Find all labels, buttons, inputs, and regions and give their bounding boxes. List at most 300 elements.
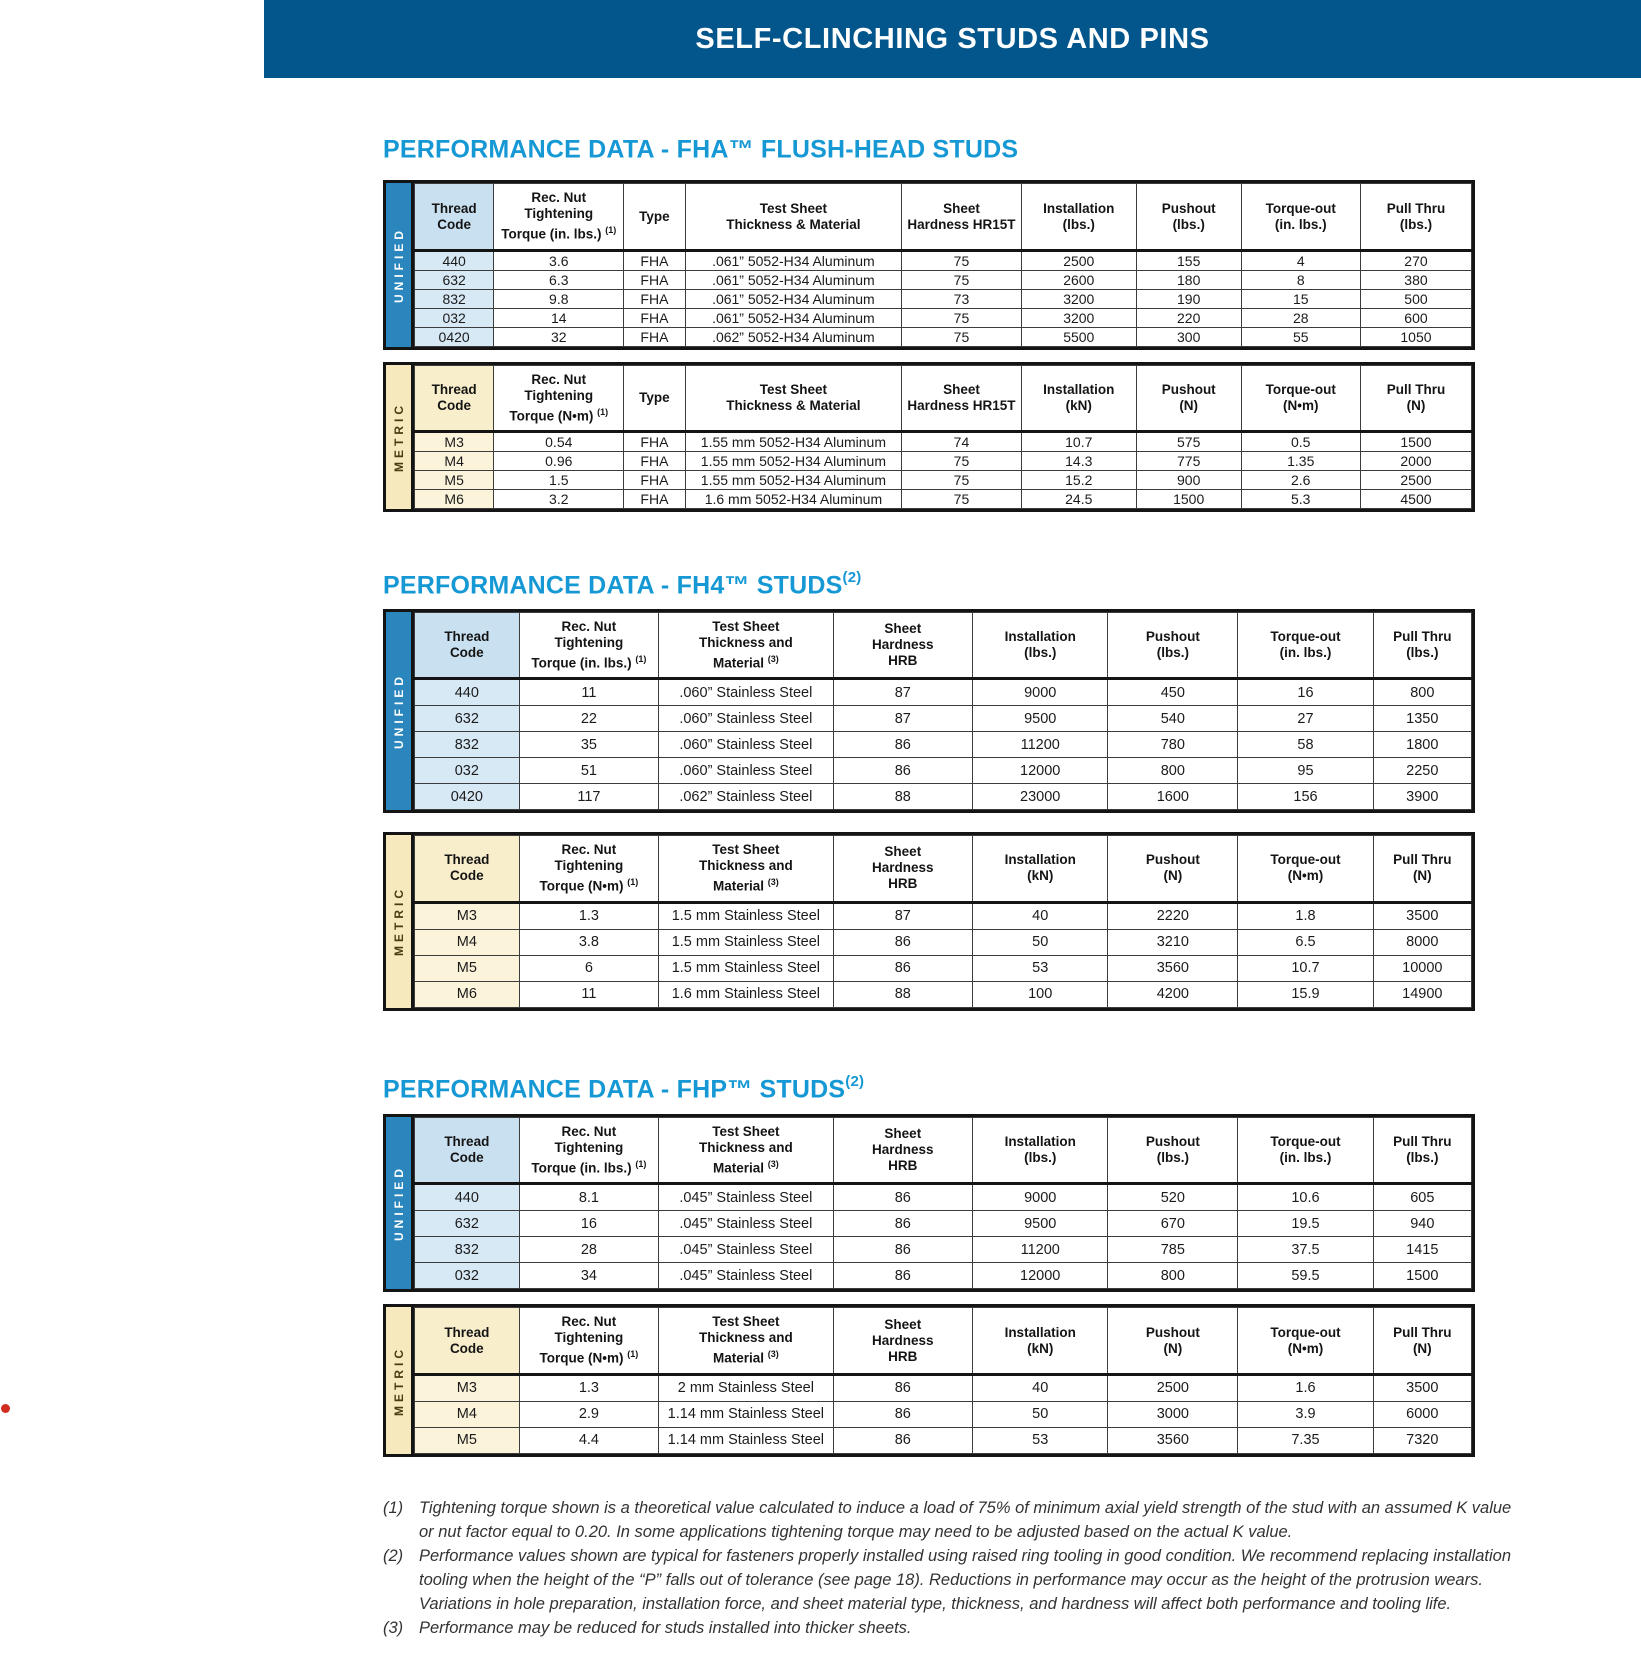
table-cell: .061” 5052-H34 Aluminum: [685, 308, 902, 327]
table-cell: .045” Stainless Steel: [659, 1263, 833, 1289]
data-table: [414, 612, 1472, 811]
table-cell: 1800: [1373, 732, 1471, 758]
group-label-text: UNIFIED: [391, 1165, 406, 1242]
table-cell: 1500: [1373, 1263, 1471, 1289]
table-cell: 87: [833, 706, 973, 732]
page-content: [383, 0, 1512, 1640]
table-cell: 940: [1373, 1211, 1471, 1237]
header-cell: Sheet Hardness HRB: [833, 612, 973, 679]
table-cell: 450: [1108, 679, 1238, 706]
table-cell: M5: [415, 471, 494, 490]
table-cell: 0420: [415, 784, 520, 810]
table-cell: 86: [833, 1374, 973, 1401]
table-cell: 900: [1136, 471, 1241, 490]
table-cell: 34: [519, 1263, 659, 1289]
table-cell: 1500: [1360, 432, 1471, 452]
table-cell: 1.3: [519, 902, 659, 929]
table-cell: 51: [519, 758, 659, 784]
table-cell: M3: [415, 432, 494, 452]
section-title-fha: PERFORMANCE DATA - FHA™ FLUSH-HEAD STUDS: [383, 135, 1019, 164]
table-cell: M5: [415, 955, 520, 981]
table-cell: 540: [1108, 706, 1238, 732]
table-cell: 1350: [1373, 706, 1471, 732]
table-cell: 600: [1360, 308, 1471, 327]
header-cell: Rec. Nut Tightening Torque (N•m) $^{(1)}$: [494, 365, 624, 432]
table-cell: 16: [1238, 679, 1373, 706]
table-cell: FHA: [624, 289, 685, 308]
group-label-text: METRIC: [391, 402, 406, 473]
table-cell: 1.5: [494, 471, 624, 490]
table-cell: 86: [833, 1427, 973, 1453]
table-cell: 117: [519, 784, 659, 810]
footnote-text: Performance values shown are typical for fasteners properly installed using raised ring tooling in good condition. We recommend replacing installation tooling when the height of the “P” falls out of tolerance (see page 18). Reductions in performance may occur as the height of the protrusion wears. Variations in hole preparation, installation force, and sheet material type, thickness, and hardness will affect both performance and tooling life.: [419, 1546, 1512, 1613]
table-cell: 86: [833, 929, 973, 955]
section-title-fhp: PERFORMANCE DATA - FHP™ STUDS$^{(2)}$: [383, 1072, 865, 1103]
table-cell: 86: [833, 1263, 973, 1289]
table-cell: 15: [1241, 289, 1360, 308]
data-table: [414, 365, 1472, 510]
footnote: [383, 1616, 1515, 1640]
header-cell: Torque-out (N•m): [1238, 836, 1373, 903]
table-row: [415, 250, 1472, 270]
footnote-text: Performance may be reduced for studs installed into thicker sheets.: [419, 1618, 912, 1637]
table-cell: 75: [902, 308, 1021, 327]
table-cell: .062” Stainless Steel: [659, 784, 833, 810]
table-cell: 86: [833, 955, 973, 981]
table-cell: 3200: [1021, 289, 1136, 308]
table-cell: 2500: [1108, 1374, 1238, 1401]
header-cell: Installation (kN): [1021, 365, 1136, 432]
table-cell: 32: [494, 327, 624, 346]
table-cell: 1.8: [1238, 902, 1373, 929]
table-cell: 6000: [1373, 1401, 1471, 1427]
table-cell: 9500: [973, 706, 1108, 732]
table-cell: 380: [1360, 270, 1471, 289]
table-cell: 1.55 mm 5052-H34 Aluminum: [685, 452, 902, 471]
table-cell: 575: [1136, 432, 1241, 452]
table-cell: 10.7: [1238, 955, 1373, 981]
header-cell: Torque-out (N•m): [1241, 365, 1360, 432]
table-cell: 032: [415, 308, 494, 327]
table-cell: 50: [973, 929, 1108, 955]
table-cell: 2 mm Stainless Steel: [659, 1374, 833, 1401]
table-row: [415, 270, 1472, 289]
data-table: [414, 1117, 1472, 1290]
header-row: [415, 1308, 1472, 1375]
table-cell: 3.8: [519, 929, 659, 955]
table-cell: 28: [1241, 308, 1360, 327]
table-cell: 5500: [1021, 327, 1136, 346]
table-cell: FHA: [624, 327, 685, 346]
table-cell: 632: [415, 706, 520, 732]
table-cell: 0.5: [1241, 432, 1360, 452]
table-cell: 10000: [1373, 955, 1471, 981]
header-cell: Pull Thru (lbs.): [1373, 1117, 1471, 1184]
table-cell: 14: [494, 308, 624, 327]
table-row: [415, 955, 1472, 981]
group-label-text: UNIFIED: [391, 672, 406, 749]
table-cell: 605: [1373, 1184, 1471, 1211]
table-row: [415, 929, 1472, 955]
header-cell: Pushout (N): [1108, 1308, 1238, 1375]
table-cell: 74: [902, 432, 1021, 452]
header-cell: Test Sheet Thickness & Material: [685, 365, 902, 432]
table-cell: 10.7: [1021, 432, 1136, 452]
footnote: [383, 1544, 1515, 1616]
data-table: [414, 835, 1472, 1008]
table-cell: 832: [415, 732, 520, 758]
header-cell: Rec. Nut Tightening Torque (in. lbs.) $^{(1)}$: [494, 184, 624, 251]
header-cell: Test Sheet Thickness and Material $^{(3)}$: [659, 1308, 833, 1375]
table-cell: 032: [415, 1263, 520, 1289]
table-row: [415, 1427, 1472, 1453]
table-cell: 3500: [1373, 1374, 1471, 1401]
table-cell: 88: [833, 784, 973, 810]
table-cell: .045” Stainless Steel: [659, 1237, 833, 1263]
header-cell: Torque-out (in. lbs.): [1238, 1117, 1373, 1184]
table-cell: 2.9: [519, 1401, 659, 1427]
table-cell: M4: [415, 929, 520, 955]
header-cell: Sheet Hardness HRB: [833, 836, 973, 903]
table-cell: 3.6: [494, 250, 624, 270]
table-cell: 8.1: [519, 1184, 659, 1211]
table-cell: 86: [833, 1237, 973, 1263]
header-cell: Torque-out (N•m): [1238, 1308, 1373, 1375]
header-cell: Installation (lbs.): [1021, 184, 1136, 251]
table-cell: 670: [1108, 1211, 1238, 1237]
table-cell: 1.35: [1241, 452, 1360, 471]
table-cell: 9000: [973, 679, 1108, 706]
table-cell: 55: [1241, 327, 1360, 346]
header-cell: Pushout (lbs.): [1108, 1117, 1238, 1184]
header-cell: Pushout (lbs.): [1136, 184, 1241, 251]
table-cell: 0.54: [494, 432, 624, 452]
table-cell: M4: [415, 452, 494, 471]
performance-table-fhp-metric: [383, 1304, 1475, 1457]
table-cell: FHA: [624, 432, 685, 452]
table-cell: 3560: [1108, 955, 1238, 981]
table-cell: M4: [415, 1401, 520, 1427]
table-cell: 59.5: [1238, 1263, 1373, 1289]
table-cell: 6.5: [1238, 929, 1373, 955]
table-cell: 12000: [973, 1263, 1108, 1289]
table-cell: 86: [833, 1184, 973, 1211]
table-cell: 8000: [1373, 929, 1471, 955]
table-cell: 27: [1238, 706, 1373, 732]
table-cell: 11: [519, 981, 659, 1007]
table-cell: 9000: [973, 1184, 1108, 1211]
table-cell: M5: [415, 1427, 520, 1453]
table-cell: 11200: [973, 732, 1108, 758]
table-cell: 86: [833, 732, 973, 758]
header-cell: Rec. Nut Tightening Torque (in. lbs.) $^{(1)}$: [519, 1117, 659, 1184]
table-cell: 53: [973, 1427, 1108, 1453]
table-cell: 37.5: [1238, 1237, 1373, 1263]
table-cell: 2220: [1108, 902, 1238, 929]
header-cell: Rec. Nut Tightening Torque (in. lbs.) $^{(1)}$: [519, 612, 659, 679]
table-cell: 11: [519, 679, 659, 706]
table-cell: 1600: [1108, 784, 1238, 810]
table-cell: M6: [415, 981, 520, 1007]
table-row: [415, 981, 1472, 1007]
header-cell: Thread Code: [415, 612, 520, 679]
table-cell: 40: [973, 902, 1108, 929]
table-cell: 58: [1238, 732, 1373, 758]
header-cell: Rec. Nut Tightening Torque (N•m) $^{(1)}$: [519, 836, 659, 903]
header-cell: Thread Code: [415, 184, 494, 251]
table-cell: 0.96: [494, 452, 624, 471]
performance-table-fh4-metric: [383, 832, 1475, 1011]
table-cell: 87: [833, 902, 973, 929]
table-cell: 87: [833, 679, 973, 706]
table-cell: 800: [1108, 1263, 1238, 1289]
table-cell: 6: [519, 955, 659, 981]
table-cell: 3200: [1021, 308, 1136, 327]
table-cell: 1.14 mm Stainless Steel: [659, 1427, 833, 1453]
table-cell: 15.9: [1238, 981, 1373, 1007]
performance-table-fhp-unified: [383, 1114, 1475, 1293]
header-cell: Installation (kN): [973, 836, 1108, 903]
header-cell: Test Sheet Thickness and Material $^{(3)}$: [659, 1117, 833, 1184]
table-cell: 3500: [1373, 902, 1471, 929]
header-cell: Pull Thru (lbs.): [1360, 184, 1471, 251]
table-cell: .061” 5052-H34 Aluminum: [685, 289, 902, 308]
header-cell: Rec. Nut Tightening Torque (N•m) $^{(1)}$: [519, 1308, 659, 1375]
group-label-metric: [386, 835, 414, 1008]
table-row: [415, 289, 1472, 308]
table-cell: 5.3: [1241, 490, 1360, 509]
table-cell: 2500: [1021, 250, 1136, 270]
header-cell: Sheet Hardness HRB: [833, 1117, 973, 1184]
table-row: [415, 490, 1472, 509]
table-cell: .061” 5052-H34 Aluminum: [685, 250, 902, 270]
table-cell: 1050: [1360, 327, 1471, 346]
table-cell: FHA: [624, 490, 685, 509]
header-row: [415, 365, 1472, 432]
header-cell: Torque-out (in. lbs.): [1238, 612, 1373, 679]
table-row: [415, 308, 1472, 327]
table-cell: 180: [1136, 270, 1241, 289]
footnotes: [383, 1496, 1515, 1640]
table-cell: 1415: [1373, 1237, 1471, 1263]
table-cell: 800: [1373, 679, 1471, 706]
table-cell: 75: [902, 327, 1021, 346]
table-row: [415, 1184, 1472, 1211]
table-row: [415, 679, 1472, 706]
header-cell: Torque-out (in. lbs.): [1241, 184, 1360, 251]
table-cell: 75: [902, 250, 1021, 270]
group-label-text: METRIC: [391, 1345, 406, 1416]
header-row: [415, 612, 1472, 679]
table-cell: 270: [1360, 250, 1471, 270]
page-title: SELF-CLINCHING STUDS AND PINS: [695, 22, 1210, 55]
table-cell: 4.4: [519, 1427, 659, 1453]
table-cell: 7320: [1373, 1427, 1471, 1453]
header-cell: Thread Code: [415, 1308, 520, 1375]
table-cell: 1.14 mm Stainless Steel: [659, 1401, 833, 1427]
table-cell: 520: [1108, 1184, 1238, 1211]
table-cell: .045” Stainless Steel: [659, 1184, 833, 1211]
footnote-marker: (2): [383, 1546, 404, 1565]
table-cell: 1.55 mm 5052-H34 Aluminum: [685, 471, 902, 490]
table-cell: 53: [973, 955, 1108, 981]
table-cell: .060” Stainless Steel: [659, 732, 833, 758]
table-cell: 3560: [1108, 1427, 1238, 1453]
performance-table-fha-metric: [383, 362, 1475, 513]
table-cell: 300: [1136, 327, 1241, 346]
table-cell: 190: [1136, 289, 1241, 308]
table-cell: .060” Stainless Steel: [659, 758, 833, 784]
table-cell: 2500: [1360, 471, 1471, 490]
header-cell: Test Sheet Thickness & Material: [685, 184, 902, 251]
table-cell: 440: [415, 250, 494, 270]
table-cell: 032: [415, 758, 520, 784]
table-cell: 22: [519, 706, 659, 732]
table-cell: 24.5: [1021, 490, 1136, 509]
table-cell: FHA: [624, 270, 685, 289]
table-row: [415, 1211, 1472, 1237]
header-cell: Thread Code: [415, 365, 494, 432]
group-label-metric: [386, 1307, 414, 1454]
group-label-text: UNIFIED: [391, 227, 406, 304]
header-row: [415, 184, 1472, 251]
table-cell: 100: [973, 981, 1108, 1007]
table-row: [415, 706, 1472, 732]
table-cell: 19.5: [1238, 1211, 1373, 1237]
table-cell: 0420: [415, 327, 494, 346]
table-cell: 780: [1108, 732, 1238, 758]
table-cell: 3.2: [494, 490, 624, 509]
header-cell: Pull Thru (N): [1373, 836, 1471, 903]
group-label-text: METRIC: [391, 886, 406, 957]
table-cell: 9500: [973, 1211, 1108, 1237]
footnote-text: Tightening torque shown is a theoretical value calculated to induce a load of 75% of minimum axial yield strength of the stud with an assumed K value or nut factor equal to 0.20. In some applications tightening torque may need to be adjusted based on the actual K value.: [419, 1498, 1512, 1541]
table-cell: 2250: [1373, 758, 1471, 784]
table-cell: 440: [415, 679, 520, 706]
header-row: [415, 836, 1472, 903]
group-label-unified: [386, 1117, 414, 1290]
table-cell: 1.5 mm Stainless Steel: [659, 902, 833, 929]
header-cell: Pull Thru (N): [1360, 365, 1471, 432]
table-cell: M3: [415, 902, 520, 929]
red-bullet-dot: [1, 1404, 10, 1413]
table-cell: 75: [902, 471, 1021, 490]
header-cell: Type: [624, 365, 685, 432]
table-cell: 1.5 mm Stainless Steel: [659, 929, 833, 955]
table-cell: 632: [415, 270, 494, 289]
table-cell: 95: [1238, 758, 1373, 784]
table-cell: 75: [902, 490, 1021, 509]
header-cell: Sheet Hardness HR15T: [902, 365, 1021, 432]
table-cell: 4: [1241, 250, 1360, 270]
table-cell: 3.9: [1238, 1401, 1373, 1427]
footnote-marker: (1): [383, 1498, 404, 1517]
table-cell: .061” 5052-H34 Aluminum: [685, 270, 902, 289]
table-row: [415, 452, 1472, 471]
header-cell: Pushout (lbs.): [1108, 612, 1238, 679]
header-cell: Type: [624, 184, 685, 251]
table-cell: 2600: [1021, 270, 1136, 289]
table-cell: .060” Stainless Steel: [659, 679, 833, 706]
table-cell: 775: [1136, 452, 1241, 471]
table-cell: 16: [519, 1211, 659, 1237]
table-cell: M6: [415, 490, 494, 509]
table-cell: 832: [415, 289, 494, 308]
table-cell: 1.6: [1238, 1374, 1373, 1401]
table-cell: M3: [415, 1374, 520, 1401]
table-cell: 3210: [1108, 929, 1238, 955]
header-cell: Pushout (N): [1136, 365, 1241, 432]
header-cell: Sheet Hardness HR15T: [902, 184, 1021, 251]
table-cell: 75: [902, 452, 1021, 471]
table-cell: 4500: [1360, 490, 1471, 509]
table-cell: 800: [1108, 758, 1238, 784]
table-cell: 440: [415, 1184, 520, 1211]
table-cell: 632: [415, 1211, 520, 1237]
header-cell: Sheet Hardness HRB: [833, 1308, 973, 1375]
section-title-fh4: PERFORMANCE DATA - FH4™ STUDS$^{(2)}$: [383, 569, 862, 600]
table-cell: 15.2: [1021, 471, 1136, 490]
table-row: [415, 758, 1472, 784]
performance-table-fha-unified: [383, 180, 1475, 350]
table-row: [415, 471, 1472, 490]
table-row: [415, 902, 1472, 929]
table-cell: 40: [973, 1374, 1108, 1401]
table-row: [415, 732, 1472, 758]
header-cell: Thread Code: [415, 836, 520, 903]
table-cell: 2000: [1360, 452, 1471, 471]
data-table: [414, 1307, 1472, 1454]
footnote-marker: (3): [383, 1618, 404, 1637]
header-cell: Installation (kN): [973, 1308, 1108, 1375]
table-cell: 88: [833, 981, 973, 1007]
table-cell: 500: [1360, 289, 1471, 308]
table-cell: 1.6 mm 5052-H34 Aluminum: [685, 490, 902, 509]
group-label-metric: [386, 365, 414, 510]
table-cell: 1.3: [519, 1374, 659, 1401]
table-cell: 1.5 mm Stainless Steel: [659, 955, 833, 981]
table-cell: 7.35: [1238, 1427, 1373, 1453]
table-cell: 75: [902, 270, 1021, 289]
table-row: [415, 784, 1472, 810]
table-cell: 10.6: [1238, 1184, 1373, 1211]
table-cell: 86: [833, 758, 973, 784]
header-cell: Test Sheet Thickness and Material $^{(3)}$: [659, 836, 833, 903]
table-cell: 4200: [1108, 981, 1238, 1007]
table-cell: .062” 5052-H34 Aluminum: [685, 327, 902, 346]
data-table: [414, 183, 1472, 347]
table-cell: .045” Stainless Steel: [659, 1211, 833, 1237]
table-cell: 8: [1241, 270, 1360, 289]
table-row: [415, 1374, 1472, 1401]
header-row: [415, 1117, 1472, 1184]
performance-table-fh4-unified: [383, 609, 1475, 814]
table-cell: 1.6 mm Stainless Steel: [659, 981, 833, 1007]
table-cell: FHA: [624, 452, 685, 471]
table-cell: 73: [902, 289, 1021, 308]
table-cell: FHA: [624, 471, 685, 490]
table-cell: 785: [1108, 1237, 1238, 1263]
header-cell: Test Sheet Thickness and Material $^{(3)}$: [659, 612, 833, 679]
table-cell: 3000: [1108, 1401, 1238, 1427]
footnote: [383, 1496, 1515, 1544]
table-row: [415, 1237, 1472, 1263]
header-cell: Installation (lbs.): [973, 1117, 1108, 1184]
table-cell: 14900: [1373, 981, 1471, 1007]
table-row: [415, 1263, 1472, 1289]
group-label-unified: [386, 183, 414, 347]
header-cell: Pull Thru (lbs.): [1373, 612, 1471, 679]
